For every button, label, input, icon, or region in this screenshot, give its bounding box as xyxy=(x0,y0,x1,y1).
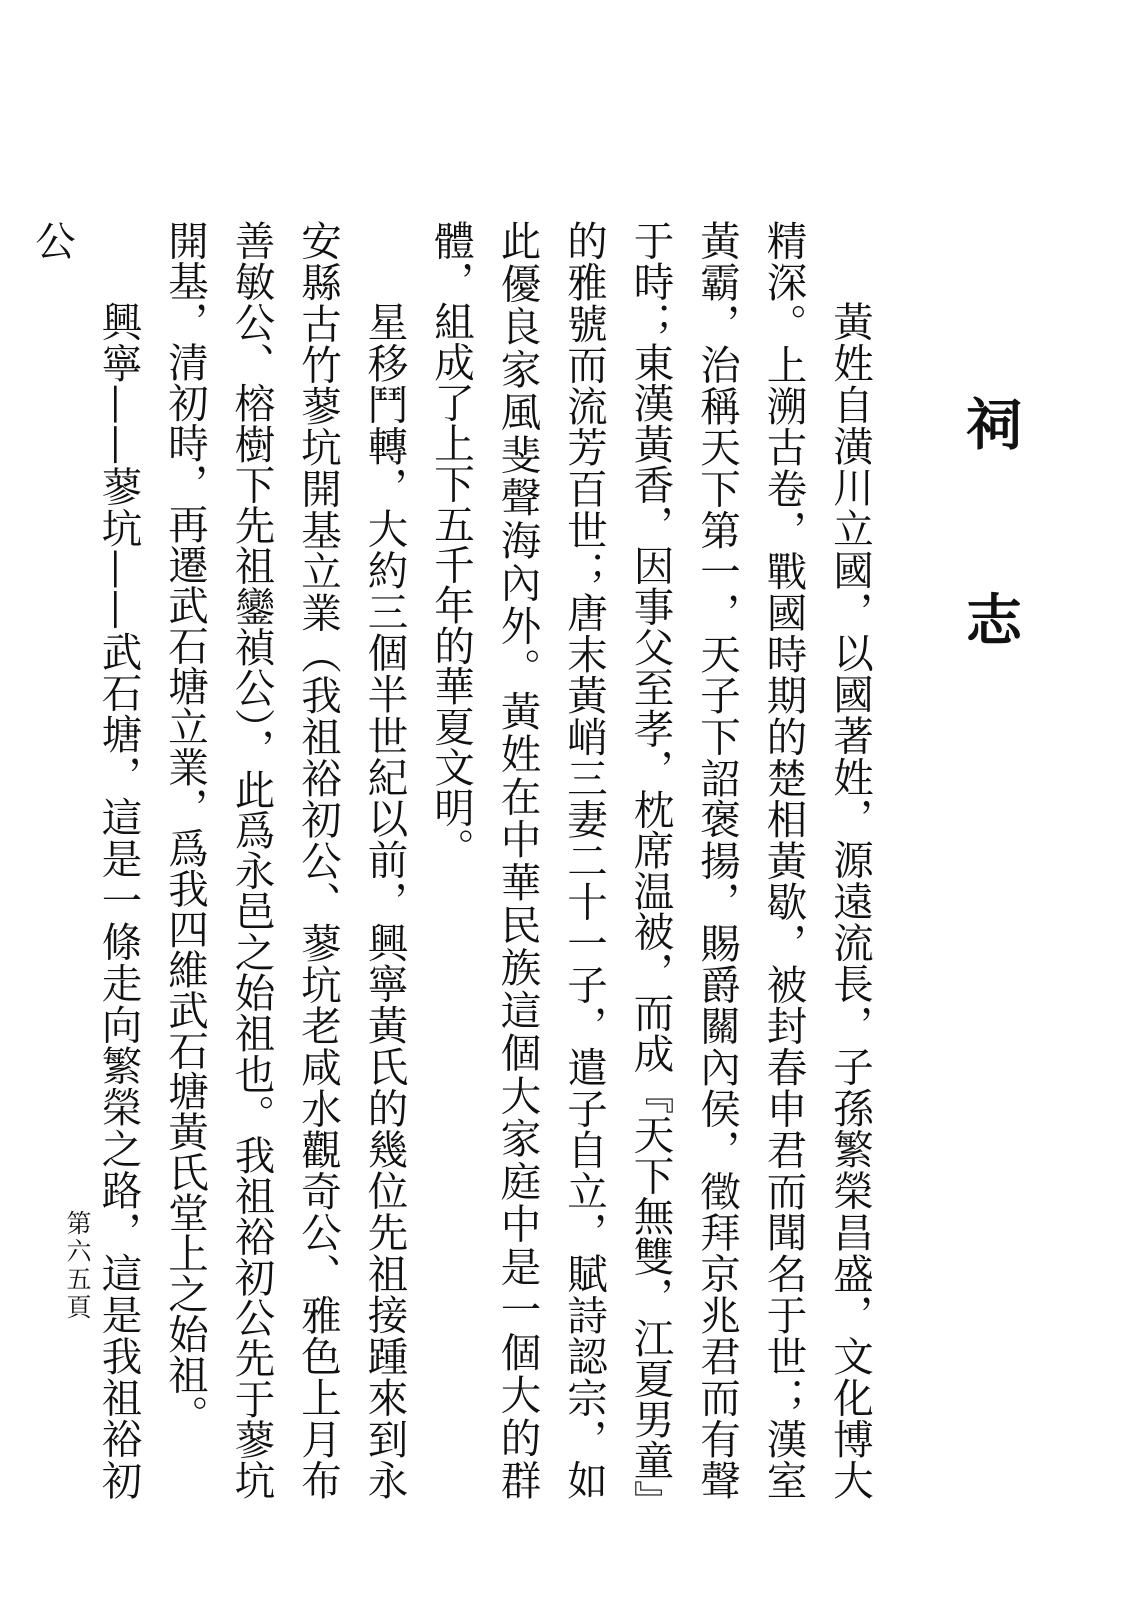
paragraph-1: 黃姓自潢川立國，以國著姓，源遠流長，子孫繁榮昌盛，文化博大精深。上溯古卷，戰國時期的楚相黃歇，被封春申君而聞名于世；漢室黃霸，治稱天下第一，天子下詔褒揚，賜爵關內侯，徵拜京兆君而有聲于時；東漢黃香，因事父至孝，枕席温被，而成『天下無雙，江夏男童』的雅號而流芳百世；唐末黃峭三妻二十一子，遣子自立，賦詩認宗，如此優良家風斐聲海內外。黃姓在中華民族這個大家庭中是一個大的群體，組成了上下五千年的華夏文明。 xyxy=(427,220,874,1500)
paragraph-3: 興寧——蓼坑——武石塘，這是一條走向繁榮之路，這是我祖裕初公 xyxy=(28,220,143,1500)
paragraph-2: 星移鬥轉，大約三個半世紀以前，興寧黃氏的幾位先祖接踵來到永安縣古竹蓼坑開基立業（我祖裕初公、蓼坑老咸水觀奇公、雅色上月布善敏公、榕樹下先祖鑾禎公），此爲永邑之始祖也。我祖裕初公先于蓼坑開基，清初時，再遷武石塘立業，爲我四維武石塘黃氏堂上之始祖。 xyxy=(161,220,409,1500)
body-text xyxy=(19,220,884,1500)
page-title: 祠 志 xyxy=(957,395,1023,707)
page-number: 第六五頁 xyxy=(63,1210,92,1322)
